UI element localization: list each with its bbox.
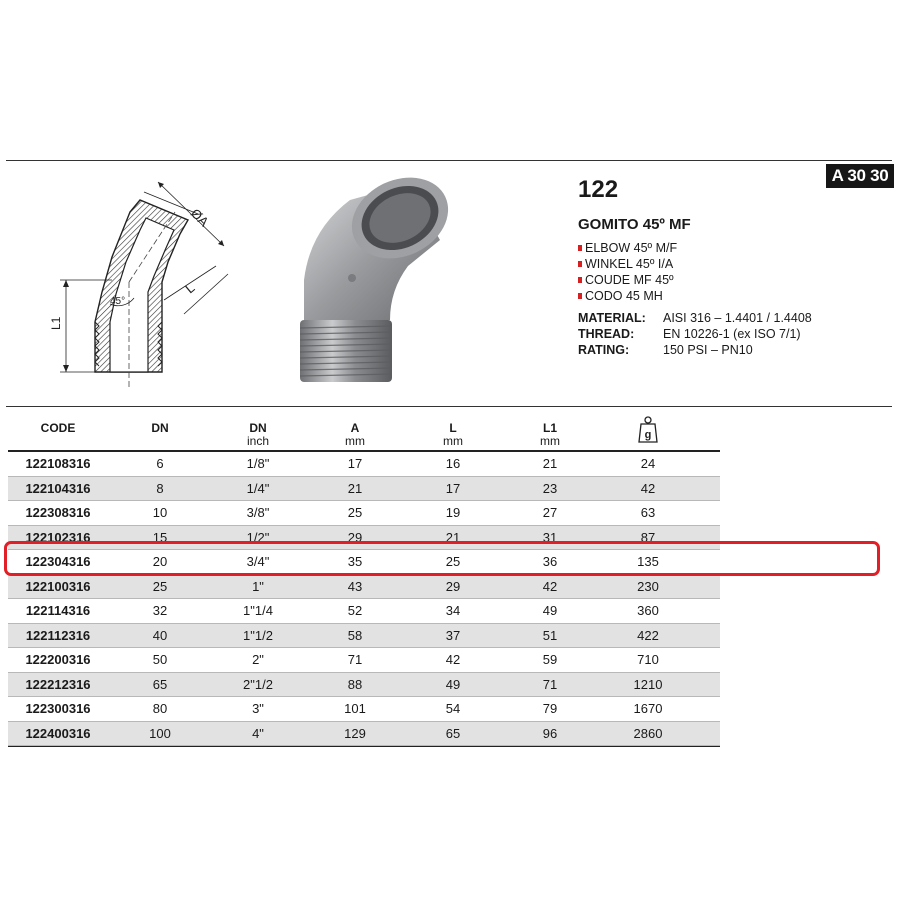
table-row xyxy=(8,624,720,649)
bullet-icon xyxy=(578,293,582,299)
bullet-icon xyxy=(578,277,582,283)
cell-weight: 87 xyxy=(640,529,656,545)
cell-a: 43 xyxy=(347,578,363,594)
cell-l: 42 xyxy=(445,652,461,667)
cell-dn: 10 xyxy=(152,505,168,520)
cell-dn-inch: 1/4" xyxy=(246,480,270,496)
cell-dn: 15 xyxy=(152,529,168,545)
cell-l1: 36 xyxy=(542,554,558,569)
section-divider xyxy=(6,406,892,407)
cell-l1: 79 xyxy=(542,701,558,716)
table-row xyxy=(8,722,720,747)
cell-l1: 96 xyxy=(542,725,558,741)
cell-l: 19 xyxy=(445,505,461,520)
cell-code: 122200316 xyxy=(25,652,91,667)
cell-dn-inch: 2" xyxy=(252,652,264,667)
cell-a: 58 xyxy=(347,627,363,643)
header-weight xyxy=(598,412,698,447)
cell-dn: 40 xyxy=(152,627,168,643)
cell-a: 88 xyxy=(347,676,363,692)
svg-text:g: g xyxy=(644,429,652,441)
cell-l: 37 xyxy=(445,627,461,643)
cell-a: 129 xyxy=(344,725,366,741)
translation-item: WINKEL 45º I/A xyxy=(578,256,677,272)
cell-l: 17 xyxy=(445,480,461,496)
product-title: GOMITO 45º MF xyxy=(578,216,691,233)
header-a: A mm xyxy=(345,421,365,448)
spec-material: MATERIAL: AISI 316 – 1.4401 / 1.4408 xyxy=(578,311,812,325)
cell-l1: 31 xyxy=(542,529,558,545)
cell-code: 122112316 xyxy=(25,627,91,643)
dim-a-label: ØA xyxy=(187,205,212,230)
cell-dn: 6 xyxy=(156,456,164,471)
cell-l1: 27 xyxy=(542,505,558,520)
cell-code: 122108316 xyxy=(25,456,91,471)
table-row xyxy=(8,599,720,624)
table-body xyxy=(8,452,720,746)
cell-weight: 1210 xyxy=(633,676,663,692)
cell-weight: 2860 xyxy=(633,725,663,741)
cell-a: 29 xyxy=(347,529,363,545)
cell-dn-inch: 1" xyxy=(252,578,264,594)
cell-a: 71 xyxy=(347,652,363,667)
cell-dn: 65 xyxy=(152,676,168,692)
cell-dn-inch: 4" xyxy=(252,725,264,741)
dimensions-table xyxy=(8,412,720,747)
cell-dn-inch: 3/8" xyxy=(246,505,270,520)
cell-l1: 71 xyxy=(542,676,558,692)
cell-weight: 63 xyxy=(640,505,656,520)
cell-dn-inch: 2"1/2 xyxy=(243,676,273,692)
header-l: L mm xyxy=(443,421,463,448)
product-specs xyxy=(578,310,812,358)
cell-dn-inch: 3/4" xyxy=(246,554,270,569)
cell-l: 25 xyxy=(445,554,461,569)
catalog-section-badge: A 30 30 xyxy=(826,164,894,188)
top-divider xyxy=(6,160,892,161)
cell-a: 52 xyxy=(347,603,363,618)
product-translations xyxy=(578,240,677,304)
cell-dn: 20 xyxy=(152,554,168,569)
cell-code: 122100316 xyxy=(25,578,91,594)
header-dn: DN xyxy=(151,421,169,435)
table-row xyxy=(8,697,720,722)
weight-icon xyxy=(636,414,660,444)
cell-weight: 422 xyxy=(637,627,659,643)
cell-dn: 32 xyxy=(152,603,168,618)
cell-weight: 710 xyxy=(637,652,659,667)
bullet-icon xyxy=(578,261,582,267)
table-row xyxy=(8,477,720,502)
cell-dn: 50 xyxy=(152,652,168,667)
cell-weight: 360 xyxy=(637,603,659,618)
cell-l1: 42 xyxy=(542,578,558,594)
table-row xyxy=(8,452,720,477)
cell-code: 122300316 xyxy=(25,701,91,716)
table-row xyxy=(8,550,720,575)
cell-l: 54 xyxy=(445,701,461,716)
cell-weight: 1670 xyxy=(633,701,663,716)
cell-dn-inch: 3" xyxy=(252,701,264,716)
cell-l: 65 xyxy=(445,725,461,741)
cell-weight: 24 xyxy=(640,456,656,471)
technical-drawing xyxy=(40,172,240,404)
cell-l1: 59 xyxy=(542,652,558,667)
table-row xyxy=(8,501,720,526)
bullet-icon xyxy=(578,245,582,251)
cell-l1: 21 xyxy=(542,456,558,471)
angle-label: 45° xyxy=(110,296,126,307)
cell-dn: 80 xyxy=(152,701,168,716)
header-l1: L1 mm xyxy=(540,421,560,448)
cell-dn-inch: 1/2" xyxy=(246,529,270,545)
cell-a: 17 xyxy=(347,456,363,471)
table-header xyxy=(8,412,720,450)
cell-code: 122212316 xyxy=(25,676,91,692)
cell-dn-inch: 1"1/4 xyxy=(243,603,273,618)
cell-l: 21 xyxy=(445,529,461,545)
cell-code: 122400316 xyxy=(25,725,91,741)
cell-l1: 51 xyxy=(542,627,558,643)
cell-a: 21 xyxy=(347,480,363,496)
header-code: CODE xyxy=(40,421,76,435)
table-row xyxy=(8,648,720,673)
cell-weight: 42 xyxy=(640,480,656,496)
cell-dn-inch: 1"1/2 xyxy=(243,627,273,643)
cell-weight: 135 xyxy=(637,554,659,569)
cell-dn: 25 xyxy=(152,578,168,594)
table-row xyxy=(8,575,720,600)
cell-code: 122104316 xyxy=(25,480,91,496)
cell-l: 49 xyxy=(445,676,461,692)
cell-a: 25 xyxy=(347,505,363,520)
product-code: 122 xyxy=(578,176,619,203)
dim-l-label: L xyxy=(182,280,198,297)
translation-item: COUDE MF 45º xyxy=(578,272,677,288)
header-dn-inch: DN inch xyxy=(246,421,269,448)
cell-l1: 23 xyxy=(542,480,558,496)
cell-dn: 8 xyxy=(156,480,164,496)
cell-code: 122102316 xyxy=(25,529,91,545)
cell-code: 122114316 xyxy=(25,603,91,618)
cell-weight: 230 xyxy=(637,578,659,594)
translation-item: ELBOW 45º M/F xyxy=(578,240,677,256)
cell-dn-inch: 1/8" xyxy=(246,456,270,471)
cell-code: 122308316 xyxy=(25,505,91,520)
cell-l: 16 xyxy=(445,456,461,471)
dim-l1-label: L1 xyxy=(49,316,63,330)
table-bottom-rule xyxy=(8,746,720,747)
product-photo xyxy=(290,170,450,400)
spec-rating: RATING: 150 PSI – PN10 xyxy=(578,343,753,357)
cell-a: 35 xyxy=(347,554,363,569)
cell-dn: 100 xyxy=(149,725,171,741)
translation-item: CODO 45 MH xyxy=(578,288,677,304)
table-row xyxy=(8,673,720,698)
table-row xyxy=(8,526,720,551)
cell-l: 34 xyxy=(445,603,461,618)
cell-l1: 49 xyxy=(542,603,558,618)
spec-thread: THREAD: EN 10226-1 (ex ISO 7/1) xyxy=(578,327,801,341)
cell-l: 29 xyxy=(445,578,461,594)
cell-a: 101 xyxy=(344,701,366,716)
cell-code: 122304316 xyxy=(25,554,91,569)
